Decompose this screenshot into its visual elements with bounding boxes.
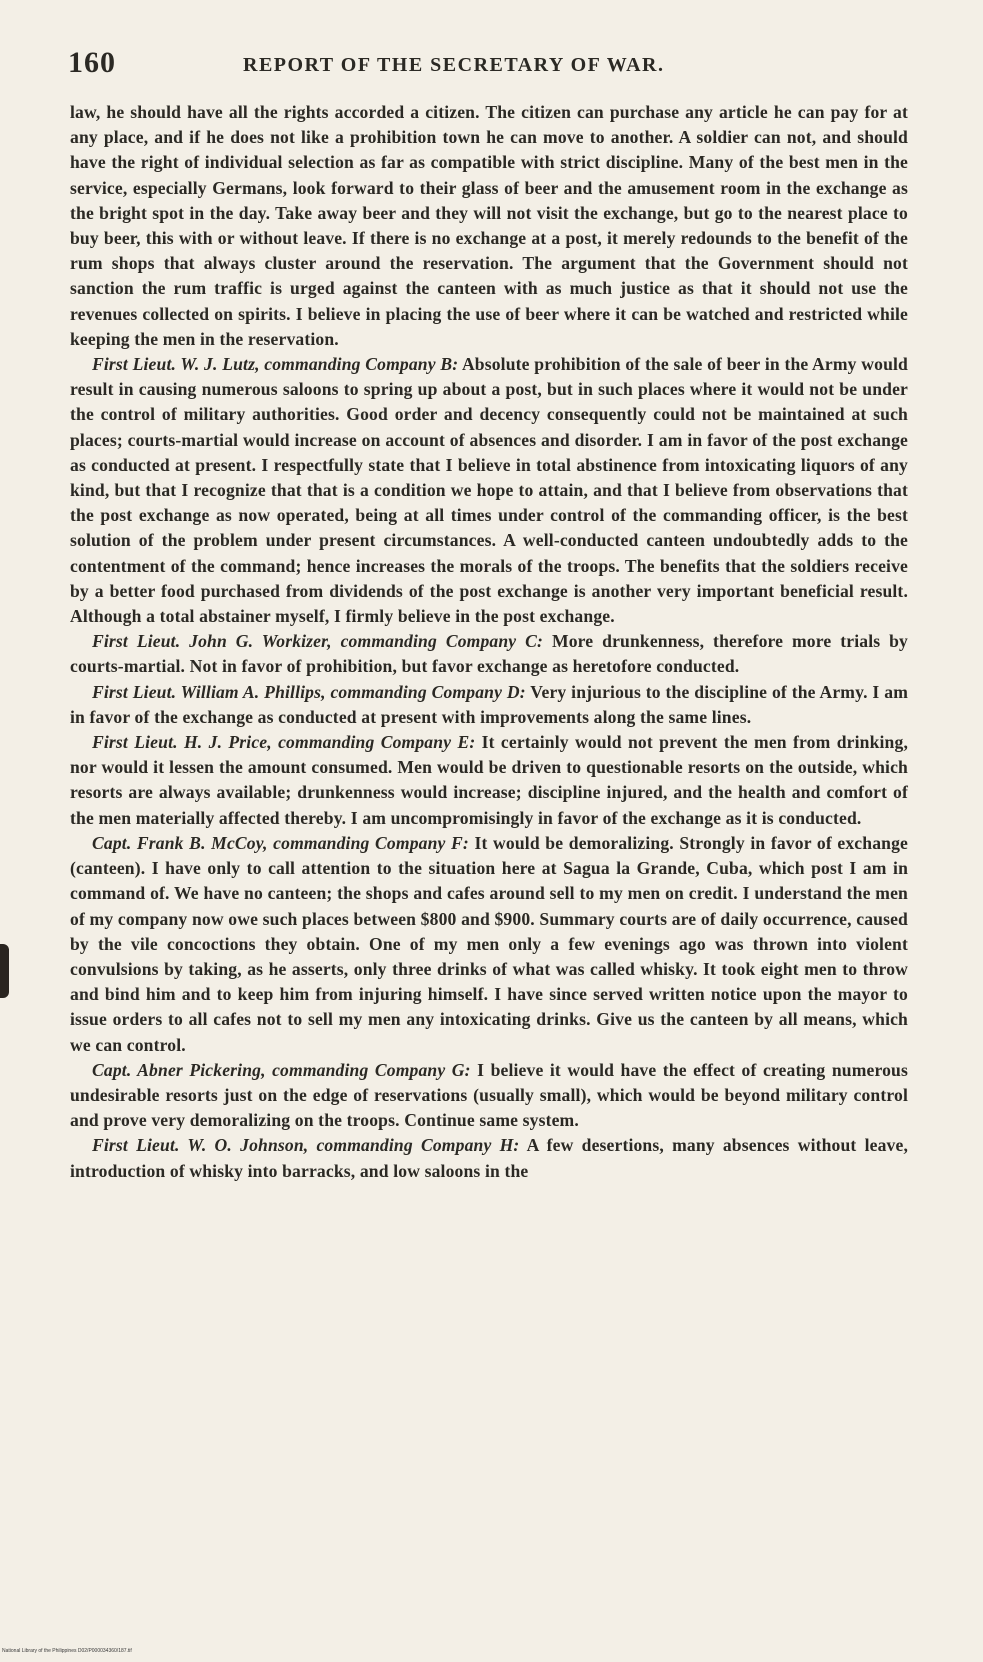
- paragraph-attribution: Capt. Frank B. McCoy, commanding Company F:: [92, 832, 469, 853]
- running-head: REPORT OF THE SECRETARY OF WAR.: [243, 54, 665, 76]
- binding-edge-mark: [0, 944, 9, 998]
- paragraph-attribution: First Lieut. W. O. Johnson, commanding Company H:: [92, 1135, 520, 1156]
- paragraph-text: law, he should have all the rights accorded a citizen. The citizen can purchase any article he can pay for at any place, and if he does not like a prohibition town he can move to another. A soldier can not, and should have the right of individual selection as far as compatible with strict discipline. Many of the best men in the service, especially Germans, look forward to their glass of beer and the amusement room in the exchange as the bright spot in the day. Take away beer and they will not visit the exchange, but go to the nearest place to buy beer, this with or without leave. If there is no exchange at a post, it merely redounds to the benefit of the rum shops that always cluster around the reservation. The argument that the Government should not sanction the rum traffic is urged against the canteen with as much justice as that it should not use the revenues collected on spirits. I believe in placing the use of beer where it can be watched and restricted while keeping the men in the reservation.: [70, 102, 908, 349]
- page-header: [68, 44, 908, 84]
- paragraph-attribution: Capt. Abner Pickering, commanding Company G:: [92, 1059, 471, 1080]
- paragraph: [70, 352, 908, 629]
- paragraph: [70, 680, 908, 730]
- paragraph: [70, 629, 908, 679]
- paragraph: [70, 100, 908, 352]
- paragraph-text: A few desertions, many absences without leave, introduction of whisky into barracks, and low saloons in the: [70, 1135, 908, 1181]
- footer-credit: National Library of the Philippines D02/P000034360/187.tif: [2, 1648, 132, 1654]
- paragraph: [70, 730, 908, 831]
- paragraph-text: It certainly would not prevent the men from drinking, nor would it lessen the amount consumed. Men would be driven to questionable resorts on the outside, which resorts are always available; drunkenness would increase; discipline injured, and the health and comfort of the men materially affected thereby. I am uncompromisingly in favor of the exchange as it is conducted.: [70, 732, 908, 828]
- paragraph-text: Absolute prohibition of the sale of beer in the Army would result in causing numerous saloons to spring up about a post, but in such places where it would not be under the control of military authorities. Good order and decency consequently could not be maintained at such places; courts-martial would increase on account of absences and disorder. I am in favor of the post exchange as conducted at present. I respectfully state that I believe in total abstinence from intoxicating liquors of any kind, but that I recognize that that is a condition we hope to attain, and that I believe from observations that the post exchange as now operated, being at all times under control of the commanding officer, is the best solution of the problem under present circumstances. A well-conducted canteen undoubtedly adds to the contentment of the command; hence increases the morals of the troops. The benefits that the soldiers receive by a better food purchased from dividends of the post exchange is another very important beneficial result. Although a total abstainer myself, I firmly believe in the post exchange.: [70, 354, 908, 627]
- paragraph: [70, 831, 908, 1058]
- paragraph-attribution: First Lieut. John G. Workizer, commanding Company C:: [92, 631, 544, 652]
- page-number: 160: [68, 46, 116, 79]
- paragraph: [70, 1058, 908, 1134]
- paragraph-text: More drunkenness, therefore more trials by courts-martial. Not in favor of prohibition, but favor exchange as heretofore conducted.: [70, 631, 908, 677]
- paragraph-text: It would be demoralizing. Strongly in favor of exchange (canteen). I have only to call attention to the situation here at Sagua la Grande, Cuba, which post I am in command of. We have no canteen; the shops and cafes around sell to my men on credit. I understand the men of my company now owe such places between $800 and $900. Summary courts are of daily occurrence, caused by the vile concoctions they obtain. One of my men only a few evenings ago was thrown into violent convulsions by taking, as he asserts, only three drinks of what was called whisky. It took eight men to throw and bind him and to keep him from injuring himself. I have since served written notice upon the mayor to issue orders to all cafes not to sell my men any intoxicating drinks. Give us the canteen by all means, which we can control.: [70, 832, 908, 1055]
- paragraph-attribution: First Lieut. H. J. Price, commanding Company E:: [92, 732, 476, 753]
- paragraph-attribution: First Lieut. William A. Phillips, commanding Company D:: [92, 681, 526, 702]
- paragraph-text: Very injurious to the discipline of the Army. I am in favor of the exchange as conducted at present with improvements along the same lines.: [70, 681, 908, 727]
- paragraph: [70, 1133, 908, 1183]
- body-text: [70, 100, 908, 1184]
- paragraph-attribution: First Lieut. W. J. Lutz, commanding Company B:: [92, 354, 459, 375]
- paragraph-text: I believe it would have the effect of creating numerous undesirable resorts just on the edge of reservations (usually small), which would be beyond military control and prove very demoralizing on the troops. Continue same system.: [70, 1059, 908, 1131]
